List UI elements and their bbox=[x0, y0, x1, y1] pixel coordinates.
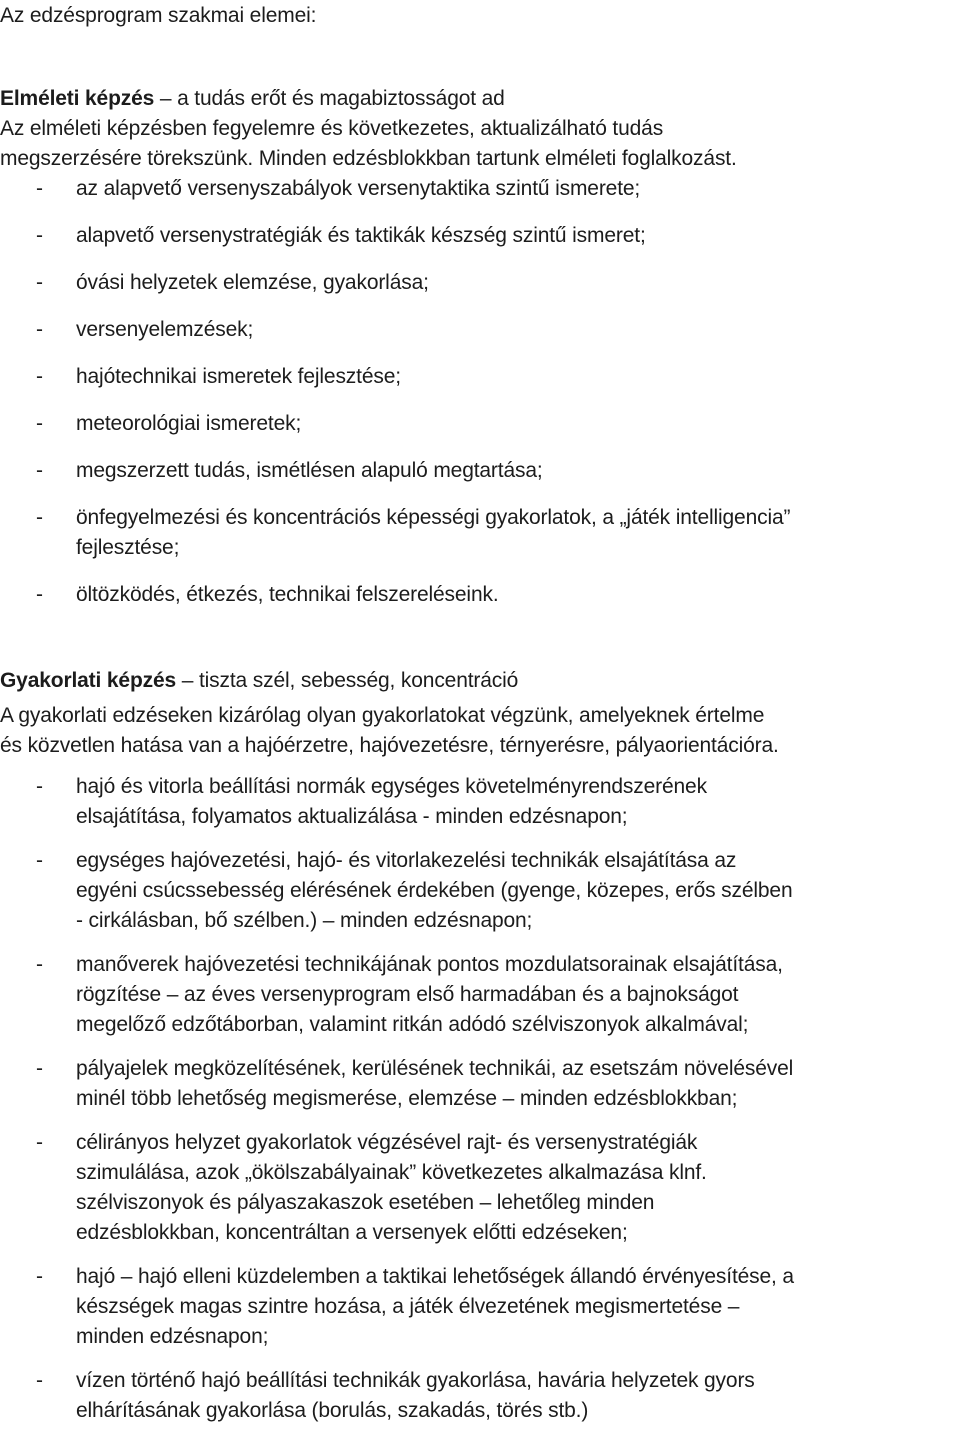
dash-bullet: - bbox=[36, 506, 43, 529]
list-item bbox=[0, 221, 960, 251]
dash-bullet: - bbox=[36, 271, 43, 294]
section-intro bbox=[0, 701, 960, 761]
list-item-line: készségek magas szintre hozása, a játék élvezetének megismertetése – bbox=[76, 1295, 740, 1318]
list-item-line: hajó és vitorla beállítási normák egységes követelményrendszerének bbox=[76, 775, 707, 798]
practice-list bbox=[0, 772, 960, 1426]
list-item-text bbox=[76, 221, 960, 251]
list-item-text bbox=[76, 1128, 960, 1248]
list-item-line: szélviszonyok és pályaszakaszok esetében – lehetőleg minden bbox=[76, 1191, 655, 1214]
list-item-text bbox=[76, 1054, 960, 1114]
list-item bbox=[0, 846, 960, 936]
list-item bbox=[0, 362, 960, 392]
list-item-line: versenyelemzések; bbox=[76, 318, 254, 341]
list-item bbox=[0, 268, 960, 298]
list-item bbox=[0, 409, 960, 439]
list-item-line: az alapvető versenyszabályok versenytaktika szintű ismerete; bbox=[76, 177, 641, 200]
section-heading-subtitle: – a tudás erőt és magabiztosságot ad bbox=[154, 87, 505, 110]
list-item-line: manőverek hajóvezetési technikájának pontos mozdulatsorainak elsajátítása, bbox=[76, 953, 783, 976]
list-item-text bbox=[76, 456, 960, 486]
list-item-line: egységes hajóvezetési, hajó- és vitorlakezelési technikák elsajátítása az bbox=[76, 849, 737, 872]
list-item-text bbox=[76, 580, 960, 610]
document-title: Az edzésprogram szakmai elemei: bbox=[0, 4, 317, 27]
list-item-text bbox=[76, 362, 960, 392]
section-practice bbox=[0, 666, 960, 1440]
theory-list bbox=[0, 174, 960, 610]
section-intro bbox=[0, 114, 960, 174]
list-item bbox=[0, 456, 960, 486]
list-item bbox=[0, 315, 960, 345]
list-item-text bbox=[76, 1366, 960, 1426]
list-item-line: edzésblokkban, koncentráltan a versenyek előtti edzéseken; bbox=[76, 1221, 628, 1244]
list-item-line: szimulálása, azok „ökölszabályainak” következetes alkalmazása klnf. bbox=[76, 1161, 707, 1184]
list-item-line: alapvető versenystratégiák és taktikák készség szintű ismeret; bbox=[76, 224, 646, 247]
list-item-line: megelőző edzőtáborban, valamint ritkán adódó szélviszonyok alkalmával; bbox=[76, 1013, 749, 1036]
list-item bbox=[0, 772, 960, 832]
dash-bullet: - bbox=[36, 583, 43, 606]
dash-bullet: - bbox=[36, 412, 43, 435]
list-item bbox=[0, 1054, 960, 1114]
section-heading-bold: Elméleti képzés bbox=[0, 87, 155, 110]
dash-bullet: - bbox=[36, 177, 43, 200]
list-item bbox=[0, 1128, 960, 1248]
list-item-line: öltözködés, étkezés, technikai felszereléseink. bbox=[76, 583, 499, 606]
section-heading bbox=[0, 666, 960, 696]
list-item-text bbox=[76, 315, 960, 345]
list-item-line: elsajátítása, folyamatos aktualizálása - minden edzésnapon; bbox=[76, 805, 628, 828]
list-item-line: minél több lehetőség megismerése, elemzése – minden edzésblokkban; bbox=[76, 1087, 738, 1110]
list-item-line: óvási helyzetek elemzése, gyakorlása; bbox=[76, 271, 429, 294]
dash-bullet: - bbox=[36, 224, 43, 247]
list-item-line: meteorológiai ismeretek; bbox=[76, 412, 302, 435]
list-item-line: célirányos helyzet gyakorlatok végzésével rajt- és versenystratégiák bbox=[76, 1131, 698, 1154]
intro-line: A gyakorlati edzéseken kizárólag olyan gyakorlatokat végzünk, amelyeknek értelme bbox=[0, 704, 765, 727]
intro-line: megszerzésére törekszünk. Minden edzésblokkban tartunk elméleti foglalkozást. bbox=[0, 147, 737, 170]
dash-bullet: - bbox=[36, 318, 43, 341]
list-item-line: hajótechnikai ismeretek fejlesztése; bbox=[76, 365, 401, 388]
list-item-line: rögzítése – az éves versenyprogram első harmadában és a bajnokságot bbox=[76, 983, 739, 1006]
list-item-line: minden edzésnapon; bbox=[76, 1325, 269, 1348]
dash-bullet: - bbox=[36, 849, 43, 872]
list-item-line: egyéni csúcssebesség elérésének érdekében (gyenge, közepes, erős szélben bbox=[76, 879, 793, 902]
list-item-text bbox=[76, 772, 960, 832]
list-item-text bbox=[76, 1262, 960, 1352]
dash-bullet: - bbox=[36, 1057, 43, 1080]
list-item-text bbox=[76, 846, 960, 936]
list-item bbox=[0, 503, 960, 563]
list-item-text bbox=[76, 174, 960, 204]
section-heading-subtitle: – tiszta szél, sebesség, koncentráció bbox=[176, 669, 519, 692]
intro-line: Az elméleti képzésben fegyelemre és következetes, aktualizálható tudás bbox=[0, 117, 664, 140]
dash-bullet: - bbox=[36, 365, 43, 388]
intro-line: és közvetlen hatása van a hajóérzetre, hajóvezetésre, térnyerésre, pályaorientációra. bbox=[0, 734, 779, 757]
section-heading-bold: Gyakorlati képzés bbox=[0, 669, 177, 692]
list-item-line: fejlesztése; bbox=[76, 536, 180, 559]
list-item-line: elhárításának gyakorlása (borulás, szakadás, törés stb.) bbox=[76, 1399, 589, 1422]
list-item-text bbox=[76, 950, 960, 1040]
list-item-text bbox=[76, 268, 960, 298]
dash-bullet: - bbox=[36, 1131, 43, 1154]
list-item bbox=[0, 1366, 960, 1426]
section-heading bbox=[0, 84, 960, 114]
list-item bbox=[0, 580, 960, 610]
list-item-line: hajó – hajó elleni küzdelemben a taktikai lehetőségek állandó érvényesítése, a bbox=[76, 1265, 794, 1288]
dash-bullet: - bbox=[36, 1369, 43, 1392]
list-item-line: megszerzett tudás, ismétlésen alapuló megtartása; bbox=[76, 459, 543, 482]
dash-bullet: - bbox=[36, 775, 43, 798]
list-item-text bbox=[76, 503, 960, 563]
list-item bbox=[0, 950, 960, 1040]
list-item-line: pályajelek megközelítésének, kerülésének technikái, az esetszám növelésével bbox=[76, 1057, 794, 1080]
dash-bullet: - bbox=[36, 459, 43, 482]
dash-bullet: - bbox=[36, 1265, 43, 1288]
list-item-line: vízen történő hajó beállítási technikák gyakorlása, havária helyzetek gyors bbox=[76, 1369, 755, 1392]
list-item-line: önfegyelmezési és koncentrációs képességi gyakorlatok, a „játék intelligencia” bbox=[76, 506, 791, 529]
section-theory bbox=[0, 84, 960, 627]
list-item-line: - cirkálásban, bő szélben.) – minden edzésnapon; bbox=[76, 909, 533, 932]
dash-bullet: - bbox=[36, 953, 43, 976]
list-item bbox=[0, 174, 960, 204]
list-item-text bbox=[76, 409, 960, 439]
list-item bbox=[0, 1262, 960, 1352]
